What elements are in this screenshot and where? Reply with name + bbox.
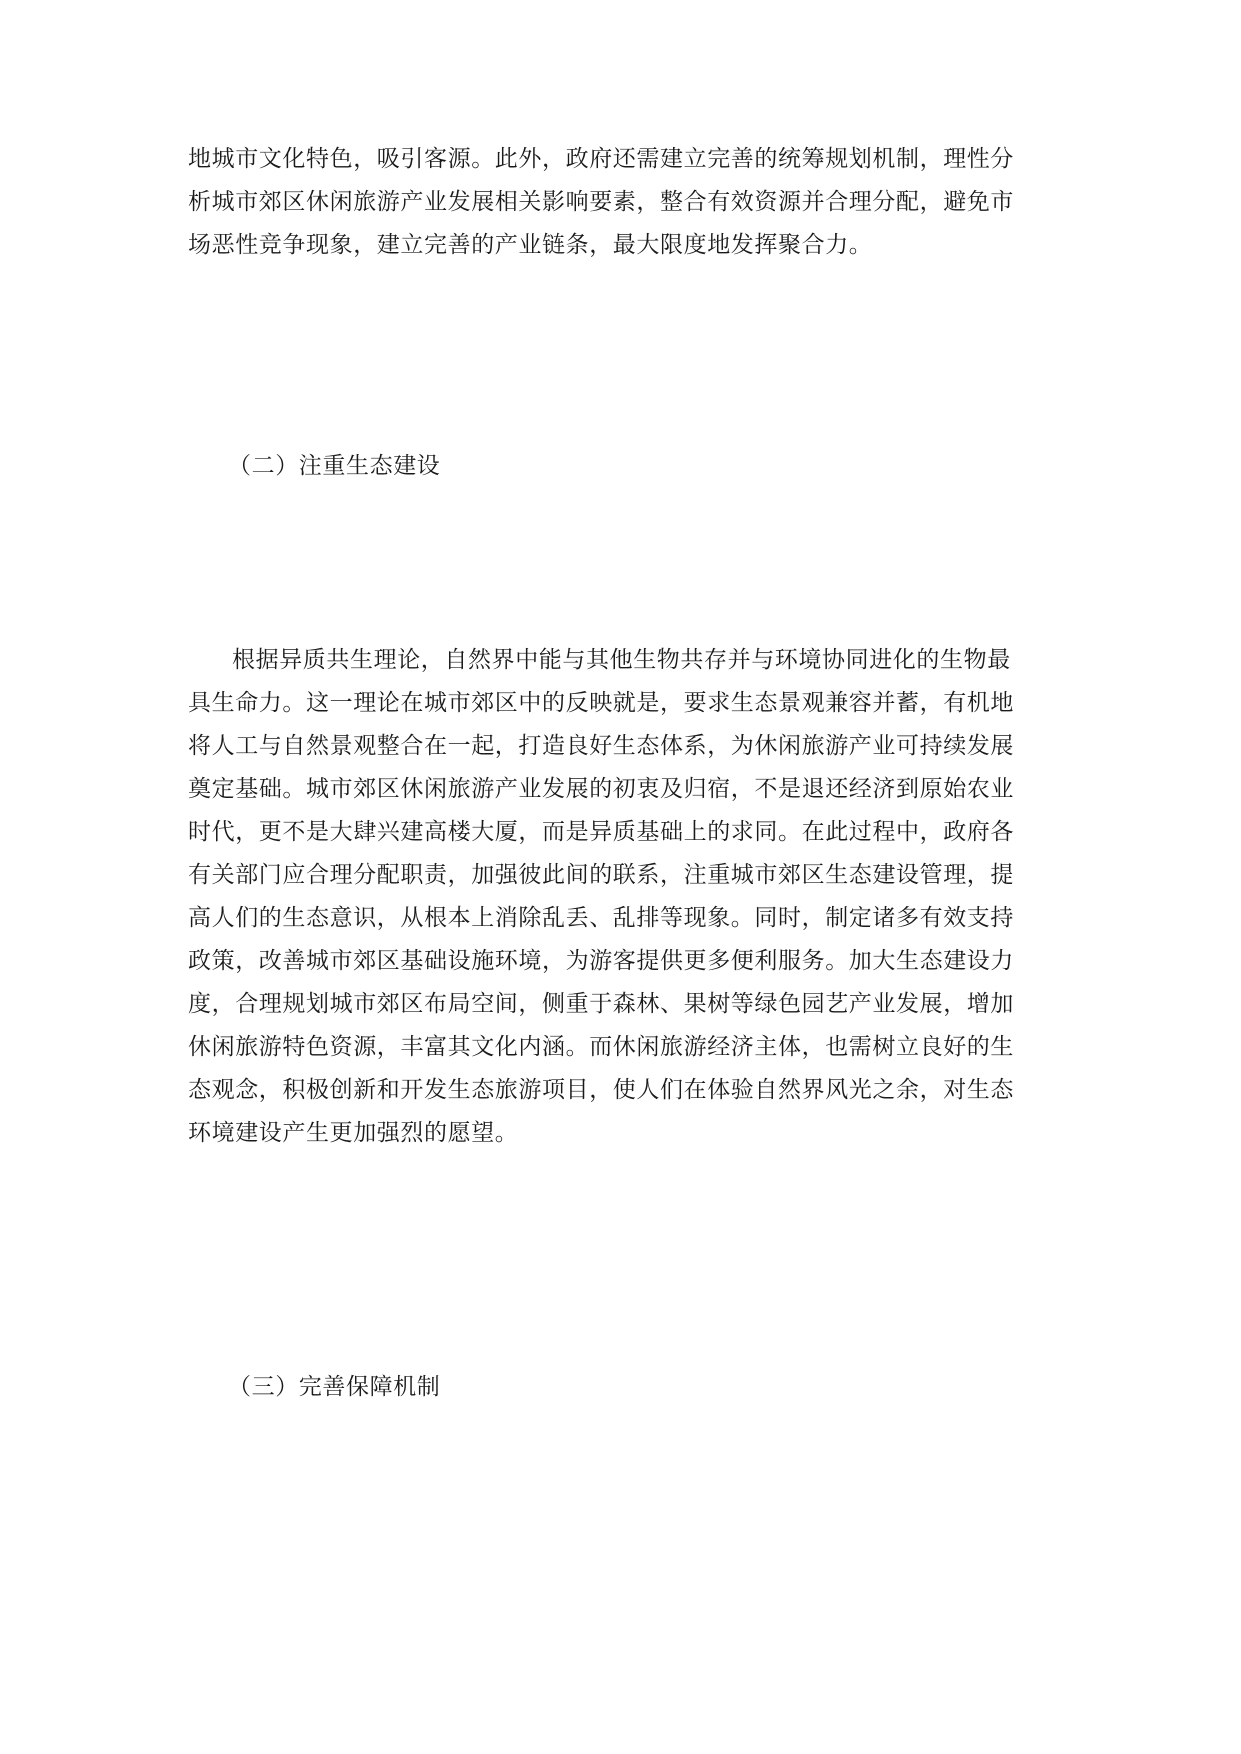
paragraph-line: 场恶性竞争现象，建立完善的产业链条，最大限度地发挥聚合力。: [188, 232, 873, 258]
paragraph-line: 析城市郊区休闲旅游产业发展相关影响要素，整合有效资源并合理分配，避免市: [188, 189, 1014, 215]
paragraph-line: 将人工与自然景观整合在一起，打造良好生态体系，为休闲旅游产业可持续发展: [188, 733, 1014, 759]
paragraph-line: 具生命力。这一理论在城市郊区中的反映就是，要求生态景观兼容并蓄，有机地: [188, 690, 1014, 716]
paragraph-line: 高人们的生态意识，从根本上消除乱丢、乱排等现象。同时，制定诸多有效支持: [188, 905, 1014, 931]
paragraph-line: 时代，更不是大肆兴建高楼大厦，而是异质基础上的求同。在此过程中，政府各: [188, 819, 1014, 845]
paragraph-line: 环境建设产生更加强烈的愿望。: [188, 1120, 519, 1146]
paragraph-line: 有关部门应合理分配职责，加强彼此间的联系，注重城市郊区生态建设管理，提: [188, 862, 1014, 888]
paragraph-line: 度，合理规划城市郊区布局空间，侧重于森林、果树等绿色园艺产业发展，增加: [188, 991, 1014, 1017]
paragraph-line: 休闲旅游特色资源，丰富其文化内涵。而休闲旅游经济主体，也需树立良好的生: [188, 1034, 1014, 1060]
paragraph-line: 根据异质共生理论，自然界中能与其他生物共存并与环境协同进化的生物最: [232, 647, 1011, 673]
paragraph-line: 奠定基础。城市郊区休闲旅游产业发展的初衷及归宿，不是退还经济到原始农业: [188, 776, 1014, 802]
paragraph-line: 态观念，积极创新和开发生态旅游项目，使人们在体验自然界风光之余，对生态: [188, 1077, 1014, 1103]
section-heading-two: （二）注重生态建设: [228, 453, 441, 479]
section-heading-three: （三）完善保障机制: [228, 1374, 441, 1400]
paragraph-line: 政策，改善城市郊区基础设施环境，为游客提供更多便利服务。加大生态建设力: [188, 948, 1014, 974]
paragraph-line: 地城市文化特色，吸引客源。此外，政府还需建立完善的统筹规划机制，理性分: [188, 146, 1014, 172]
